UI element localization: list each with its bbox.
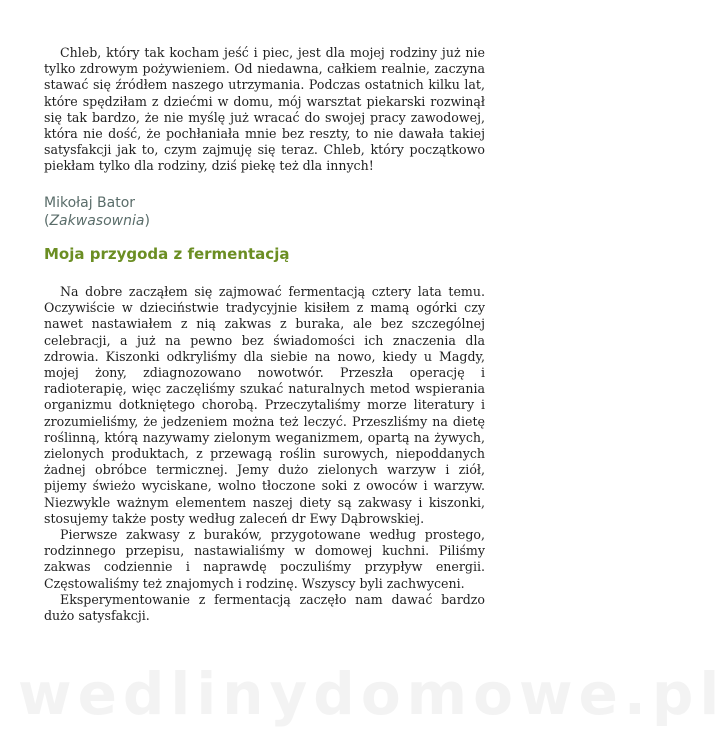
section-heading: Moja przygoda z fermentacją: [44, 245, 290, 263]
author-organization: [44, 212, 150, 230]
intro-paragraph: Chleb, który tak kocham jeść i piec, jest dla mojej rodziny już nie tylko zdrowym pożywieniem. Od niedawna, całkiem realnie, zaczyna stawać się źródłem naszego utrzymania. Podczas ostatnich kilku lat, które spędziłam z dziećmi w domu, mój warsztat piekarski rozwinął się tak bardzo, że nie myślę już wracać do swojej pracy zawodowej, która nie dość, że pochłaniała mnie bez reszty, to nie dawała takiej satysfakcji jak to, czym zajmuję się teraz. Chleb, który początkowo piekłam tylko dla rodziny, dziś piekę też dla innych!: [44, 45, 485, 174]
story-text: [44, 284, 485, 624]
intro-text: [44, 45, 485, 175]
watermark: wedlinydomowe.pl: [18, 660, 725, 728]
org-paren-close: ): [144, 213, 150, 229]
author-name: Mikołaj Bator: [44, 195, 136, 211]
story-paragraph: Na dobre zacząłem się zajmować fermentacją cztery lata temu. Oczywiście w dzieciństwie tradycyjnie kisiłem z mamą ogórki czy nawet nastawiałem z nią zakwas z buraka, ale bez szczególnej celebracji, a już na pewno bez świadomości ich znaczenia dla zdrowia. Kiszonki odkryliśmy dla siebie na nowo, kiedy u Magdy, mojej żony, zdiagnozowano nowotwór. Przeszła operację i radioterapię, więc zaczęliśmy szukać naturalnych metod wspierania organizmu dotkniętego chorobą. Przeczytaliśmy morze literatury i zrozumieliśmy, że jedzeniem można też leczyć. Przeszliśmy na dietę roślinną, którą nazywamy zielonym weganizmem, opartą na żywych, zielonych produktach, z przewagą roślin surowych, niepoddanych żadnej obróbce termicznej. Jemy dużo zielonych warzyw i ziół, pijemy świeżo wyciskane, wolno tłoczone soki z owoców i warzyw. Niezwykle ważnym elementem naszej diety są zakwasy i kiszonki, stosujemy także posty według zaleceń dr Ewy Dąbrowskiej.: [44, 284, 485, 526]
author-signature: [44, 194, 150, 230]
org-name: Zakwasownia: [49, 213, 145, 229]
story-paragraph: Eksperymentowanie z fermentacją zaczęło nam dawać bardzo dużo satysfakcji.: [44, 591, 485, 624]
org-paren-open: (: [44, 213, 50, 229]
story-paragraph: Pierwsze zakwasy z buraków, przygotowane według prostego, rodzinnego przepisu, nastawialiśmy w domowej kuchni. Piliśmy zakwas codziennie i naprawdę poczuliśmy przypływ energii. Częstowaliśmy też znajomych i rodzinę. Wszyscy byli zachwyceni.: [44, 527, 485, 591]
